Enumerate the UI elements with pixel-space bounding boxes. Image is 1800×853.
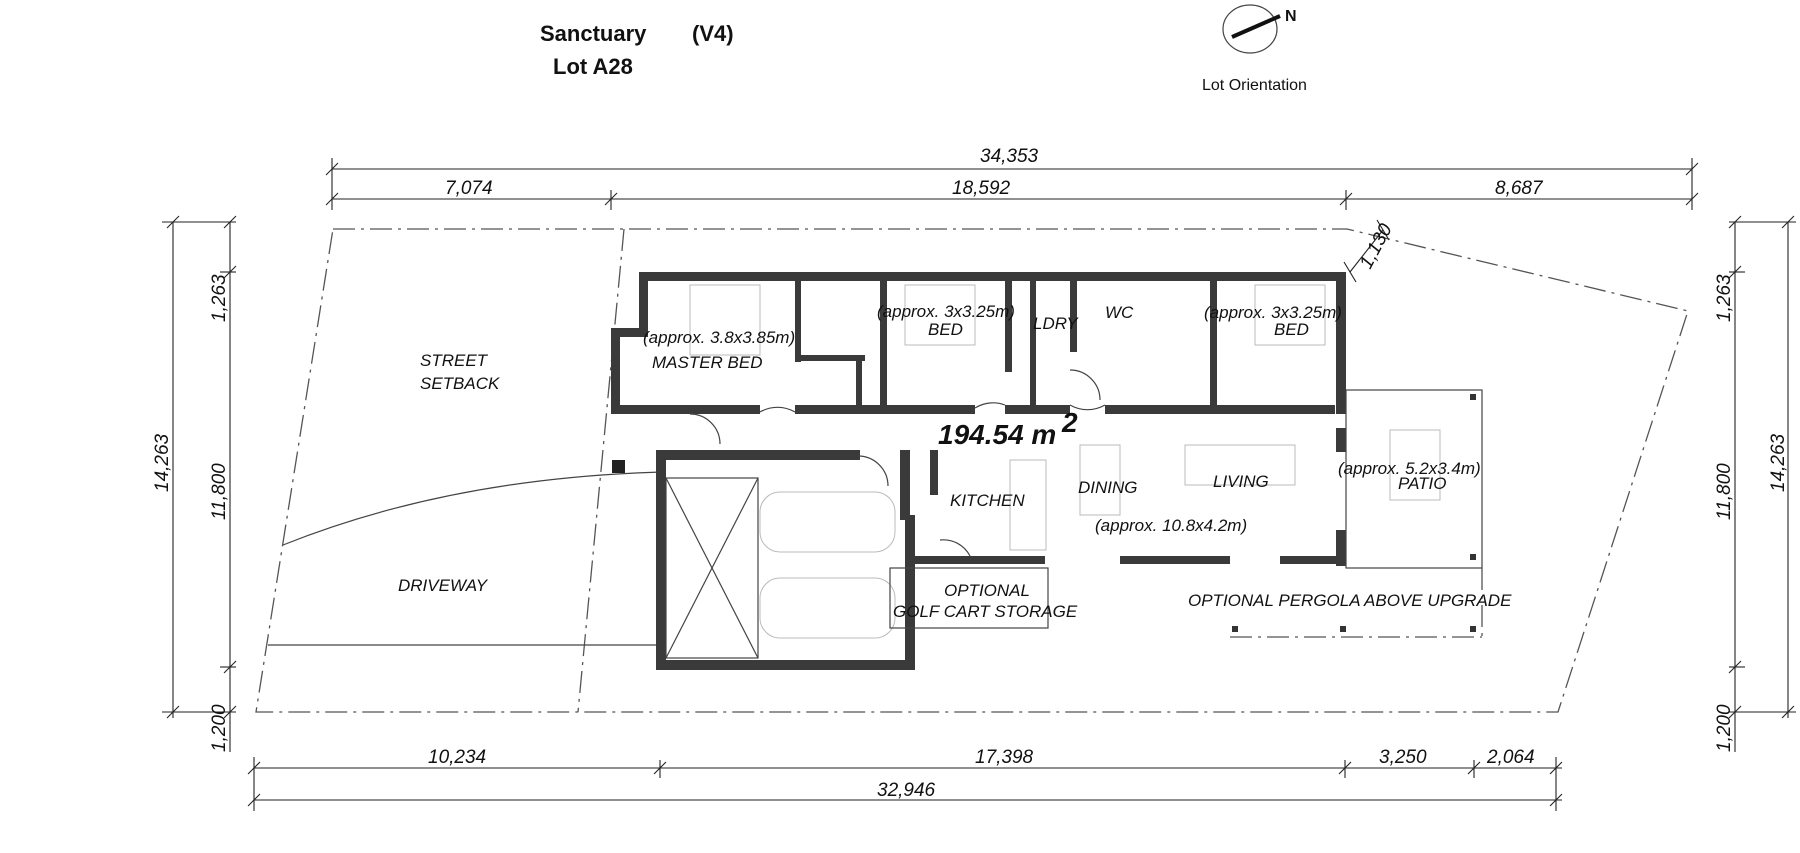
dim-left-bottom: 1,200 (209, 704, 230, 752)
master-size-label: (approx. 3.8x3.85m) (643, 328, 796, 347)
driveway-label: DRIVEWAY (398, 576, 488, 595)
dim-top-mid: 18,592 (952, 178, 1011, 199)
patio-size-label: (approx. 5.2x3.4m) (1338, 459, 1481, 478)
dim-right-total: 14,263 (1768, 433, 1789, 492)
bed1-label: BED (928, 320, 963, 339)
dim-bottom-2: 17,398 (975, 747, 1034, 768)
street-setback-label-1: STREET (420, 351, 488, 370)
dim-left-top: 1,263 (209, 274, 230, 322)
lot-number: Lot A28 (553, 54, 633, 79)
plan-version: (V4) (692, 21, 734, 46)
master-bed-label: MASTER BED (652, 353, 763, 372)
dim-diag: 1,130 (1355, 220, 1397, 273)
north-compass-icon (1223, 5, 1280, 53)
garage-door (666, 478, 758, 658)
driveway-outline (268, 472, 662, 645)
floor-area-value: 194.54 m (938, 419, 1057, 450)
dim-bottom-total: 32,946 (877, 780, 936, 801)
column-marker (612, 460, 625, 473)
dim-right-mid: 11,800 (1714, 463, 1735, 520)
north-letter: N (1285, 8, 1297, 25)
golf-cart-label-2: GOLF CART STORAGE (893, 602, 1078, 621)
pergola-label: OPTIONAL PERGOLA ABOVE UPGRADE (1188, 591, 1512, 610)
dim-bottom-4: 2,064 (1487, 747, 1535, 768)
golf-cart-label-1: OPTIONAL (944, 581, 1030, 600)
living-label: LIVING (1213, 472, 1269, 491)
car-outlines (760, 492, 895, 638)
floor-area-superscript: 2 (1062, 407, 1078, 438)
wc-label: WC (1105, 303, 1134, 322)
patio-label: PATIO (1398, 474, 1447, 493)
bed2-size-label: (approx. 3x3.25m) (1204, 303, 1342, 322)
dim-right-top: 1,263 (1714, 274, 1735, 322)
plan-title: Sanctuary (540, 21, 647, 46)
dim-top-total: 34,353 (980, 146, 1039, 167)
door-swings (690, 370, 1105, 556)
street-setback-label-2: SETBACK (420, 374, 500, 393)
dim-left-total: 14,263 (152, 433, 173, 492)
bed1-size-label: (approx. 3x3.25m) (877, 302, 1015, 321)
kitchen-label: KITCHEN (950, 491, 1025, 510)
dim-bottom-3: 3,250 (1379, 747, 1427, 768)
laundry-label: LDRY (1033, 314, 1078, 333)
orientation-label: Lot Orientation (1202, 77, 1307, 94)
dim-right-bottom: 1,200 (1714, 704, 1735, 752)
bed2-label: BED (1274, 320, 1309, 339)
dim-top-left: 7,074 (445, 178, 493, 199)
dim-left-mid: 11,800 (209, 463, 230, 520)
living-size-label: (approx. 10.8x4.2m) (1095, 516, 1248, 535)
dining-label: DINING (1078, 478, 1138, 497)
dim-top-right: 8,687 (1495, 178, 1543, 199)
dim-bottom-1: 10,234 (428, 747, 487, 768)
